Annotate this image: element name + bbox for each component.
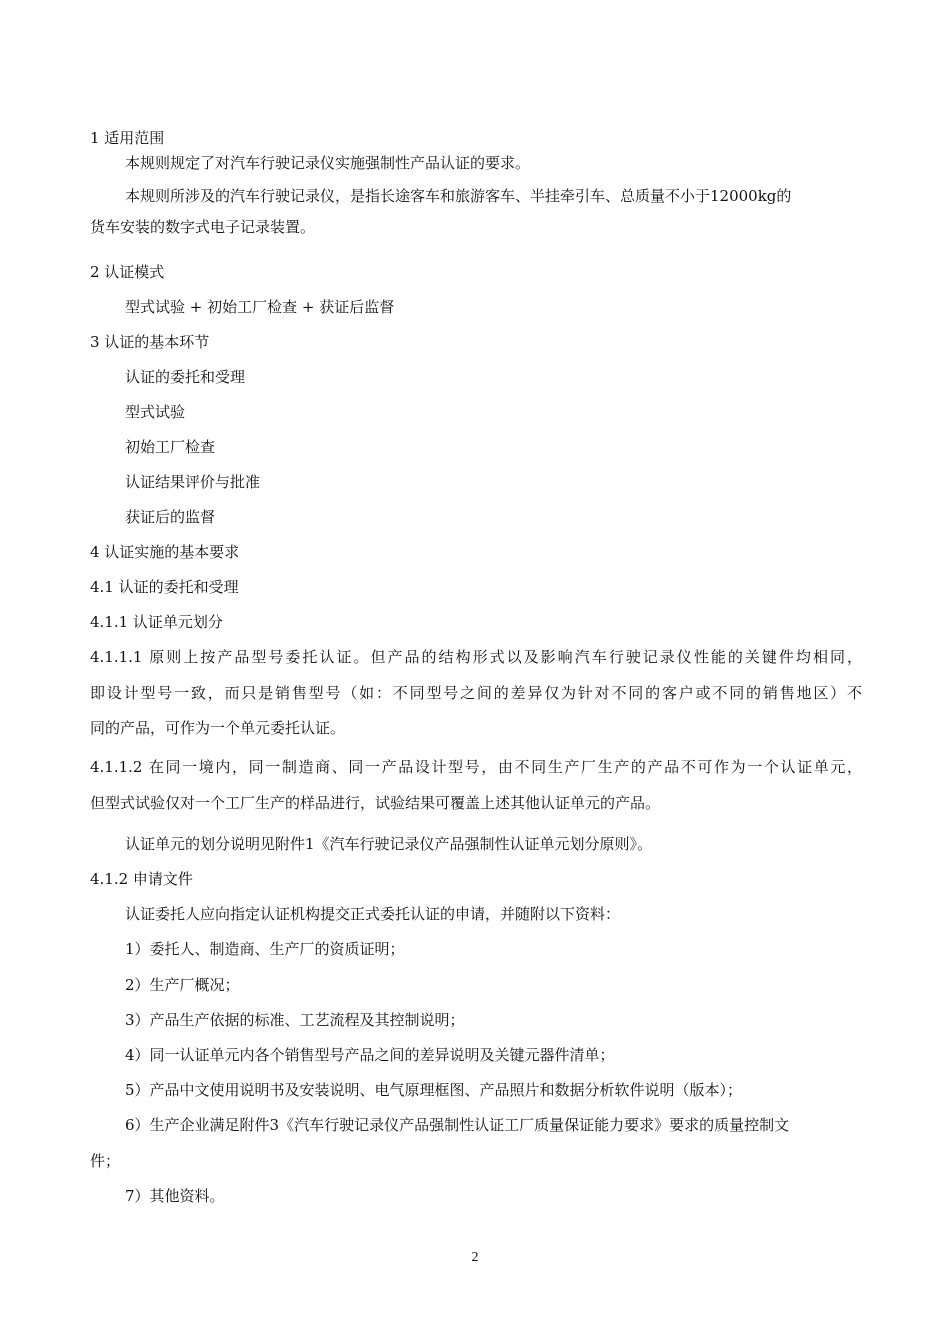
section-4-1-2-heading: 4.1.2 申请文件 (90, 870, 193, 888)
section-3-item: 获证后的监督 (125, 508, 216, 526)
clause-4-1-1-1-line-1: 4.1.1.1 原则上按产品型号委托认证。但产品的结构形式以及影响汽车行驶记录仪性能的关键件均相同， (90, 648, 862, 666)
application-item: 2）生产厂概况； (125, 976, 240, 994)
section-3-item: 认证结果评价与批准 (125, 473, 261, 491)
application-intro: 认证委托人应向指定认证机构提交正式委托认证的申请，并随附以下资料： (125, 905, 621, 923)
section-3-item: 型式试验 (125, 403, 186, 421)
section-4-1-1-heading: 4.1.1 认证单元划分 (90, 613, 223, 631)
page-number: 2 (471, 1250, 479, 1265)
clause-4-1-1-2-line-1: 4.1.1.2 在同一境内，同一制造商、同一产品设计型号，由不同生产厂生产的产品不可作为一个认证单元， (90, 758, 862, 776)
clause-4-1-1-2-line-2: 但型式试验仅对一个工厂生产的样品进行，试验结果可覆盖上述其他认证单元的产品。 (90, 794, 661, 812)
application-item: 4）同一认证单元内各个销售型号产品之间的差异说明及关键元器件清单； (125, 1046, 615, 1064)
section-3-item: 认证的委托和受理 (125, 368, 246, 386)
application-item: 5）产品中文使用说明书及安装说明、电气原理框图、产品照片和数据分析软件说明（版本）； (125, 1081, 743, 1099)
certification-mode: 型式试验 + 初始工厂检查 + 获证后监督 (125, 298, 395, 316)
section-1-paragraph-1: 本规则规定了对汽车行驶记录仪实施强制性产品认证的要求。 (125, 154, 531, 172)
section-4-heading: 4 认证实施的基本要求 (90, 543, 240, 561)
application-item: 1）委托人、制造商、生产厂的资质证明； (125, 940, 405, 958)
clause-4-1-1-1-line-2: 即设计型号一致，而只是销售型号（如：不同型号之间的差异仅为针对不同的客户或不同的销售地区）不 (90, 684, 862, 702)
section-4-1-heading: 4.1 认证的委托和受理 (90, 578, 239, 596)
section-1-heading: 1 适用范围 (90, 129, 165, 147)
application-item: 6）生产企业满足附件3《汽车行驶记录仪产品强制性认证工厂质量保证能力要求》要求的质量控制文 (125, 1116, 790, 1134)
section-1-paragraph-2-line-1: 本规则所涉及的汽车行驶记录仪，是指长途客车和旅游客车、半挂牵引车、总质量不小于12000kg的 (125, 187, 792, 205)
application-item: 7）其他资料。 (125, 1187, 225, 1205)
unit-division-note: 认证单元的划分说明见附件1《汽车行驶记录仪产品强制性认证单元划分原则》。 (125, 835, 653, 853)
section-1-paragraph-2-line-2: 货车安装的数字式电子记录装置。 (90, 218, 316, 236)
application-item-continued: 件； (90, 1152, 121, 1170)
section-3-item: 初始工厂检查 (125, 438, 216, 456)
section-3-heading: 3 认证的基本环节 (90, 333, 210, 351)
application-item: 3）产品生产依据的标准、工艺流程及其控制说明； (125, 1011, 465, 1029)
clause-4-1-1-1-line-3: 同的产品，可作为一个单元委托认证。 (90, 719, 346, 737)
section-2-heading: 2 认证模式 (90, 263, 165, 281)
